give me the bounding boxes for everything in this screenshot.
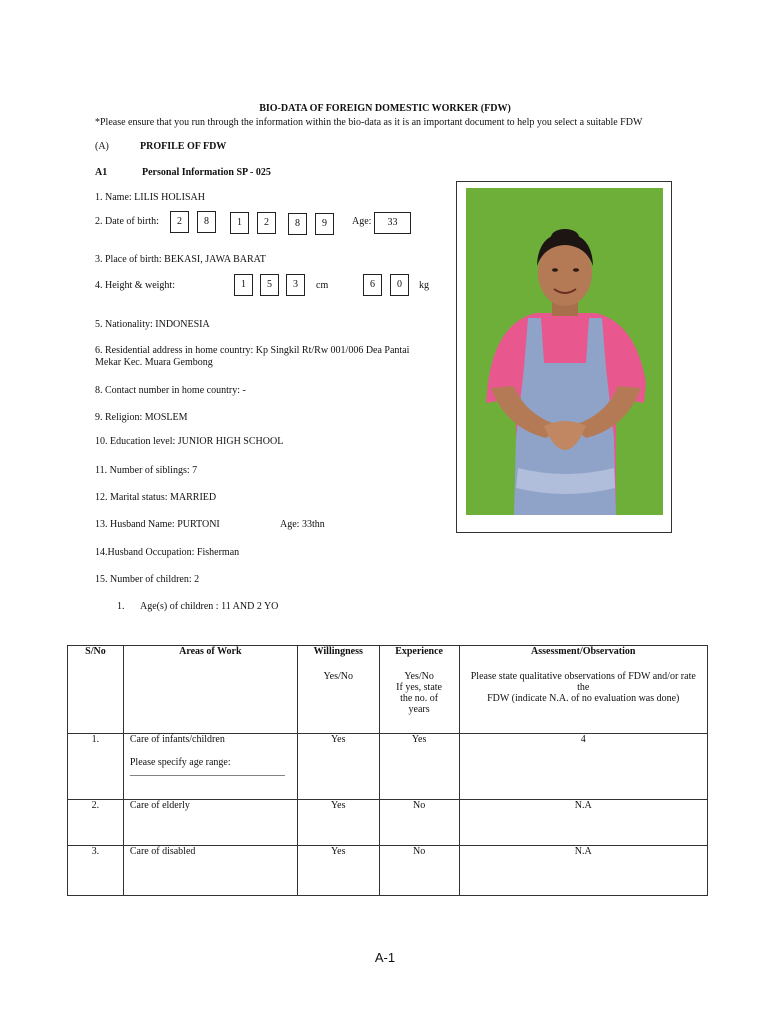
header-experience: Experience Yes/No If yes, state the no. of years bbox=[379, 646, 459, 734]
header-willingness: Willingness Yes/No bbox=[297, 646, 379, 734]
height-digit: 3 bbox=[286, 274, 305, 296]
contact-field: 8. Contact number in home country: - bbox=[95, 385, 246, 396]
address-field: 6. Residential address in home country: Kp Singkil Rt/Rw 001/006 Dea Pantai bbox=[95, 345, 410, 356]
table-row bbox=[68, 734, 708, 800]
worker-photo bbox=[466, 188, 663, 515]
age-range-note: Please specify age range: bbox=[129, 757, 231, 768]
header-sno: S/No bbox=[68, 646, 124, 734]
row-willingness: Yes bbox=[297, 734, 379, 800]
dob-digit: 2 bbox=[257, 212, 276, 234]
dob-digit: 9 bbox=[315, 213, 334, 235]
row-experience: No bbox=[379, 800, 459, 846]
row-area: Care of elderly bbox=[123, 800, 297, 846]
dob-digit: 1 bbox=[230, 212, 249, 234]
name-field: 1. Name: LILIS HOLISAH bbox=[95, 192, 205, 203]
religion-field: 9. Religion: MOSLEM bbox=[95, 412, 188, 423]
section-title: PROFILE OF FDW bbox=[140, 141, 227, 152]
header-assessment: Assessment/Observation Please state qualitative observations of FDW and/or rate the FDW (indicate N.A. of no evaluation was done) bbox=[459, 646, 707, 734]
weight-digit: 6 bbox=[363, 274, 382, 296]
header-areas: Areas of Work bbox=[123, 646, 297, 734]
page-number: A-1 bbox=[374, 950, 396, 965]
row-assessment: N.A bbox=[459, 800, 707, 846]
weight-unit: kg bbox=[419, 280, 429, 291]
siblings-field: 11. Number of siblings: 7 bbox=[95, 465, 198, 476]
dob-label: 2. Date of birth: bbox=[95, 216, 159, 227]
table-row bbox=[68, 800, 708, 846]
age-range-line: _______________________________ bbox=[129, 766, 285, 777]
husband-occupation-field: 14.Husband Occupation: Fisherman bbox=[95, 547, 240, 558]
dob-digit: 8 bbox=[288, 213, 307, 235]
children-ages-field: Age(s) of children : 11 AND 2 YO bbox=[140, 601, 279, 612]
education-field: 10. Education level: JUNIOR HIGH SCHOOL bbox=[95, 436, 284, 447]
row-willingness: Yes bbox=[297, 846, 379, 896]
husband-age-field: Age: 33thn bbox=[280, 519, 325, 530]
address-field-line2: Mekar Kec. Muara Gembong bbox=[95, 357, 213, 368]
row-experience: No bbox=[379, 846, 459, 896]
weight-digit: 0 bbox=[390, 274, 409, 296]
row-assessment: 4 bbox=[459, 734, 707, 800]
height-digit: 1 bbox=[234, 274, 253, 296]
section-label: (A) bbox=[95, 141, 109, 152]
children-ages-number: 1. bbox=[117, 601, 125, 612]
photo-frame bbox=[456, 181, 672, 533]
nationality-field: 5. Nationality: INDONESIA bbox=[95, 319, 210, 330]
place-of-birth-field: 3. Place of birth: BEKASI, JAWA BARAT bbox=[95, 254, 266, 265]
table-header-row bbox=[68, 646, 708, 734]
areas-of-work-table bbox=[67, 645, 708, 896]
row-assessment: N.A bbox=[459, 846, 707, 896]
age-label: Age: bbox=[352, 216, 372, 227]
height-weight-label: 4. Height & weight: bbox=[95, 280, 175, 291]
row-area: Care of disabled bbox=[123, 846, 297, 896]
subsection-title: Personal Information SP - 025 bbox=[142, 167, 271, 178]
table-row bbox=[68, 846, 708, 896]
marital-status-field: 12. Marital status: MARRIED bbox=[95, 492, 217, 503]
dob-digit: 2 bbox=[170, 211, 189, 233]
row-area: Care of infants/children Please specify age range: _______________________________ bbox=[123, 734, 297, 800]
height-unit: cm bbox=[316, 280, 329, 291]
dob-digit: 8 bbox=[197, 211, 216, 233]
husband-name-field: 13. Husband Name: PURTONI bbox=[95, 519, 220, 530]
subsection-label: A1 bbox=[95, 167, 108, 178]
worker-portrait-illustration bbox=[466, 188, 663, 515]
row-sno: 3. bbox=[68, 846, 124, 896]
age-value: 33 bbox=[374, 212, 411, 234]
instruction-text: *Please ensure that you run through the information within the bio-data as it is an important document to help you select a suitable FDW bbox=[95, 117, 643, 128]
document-title: BIO-DATA OF FOREIGN DOMESTIC WORKER (FDW) bbox=[259, 103, 511, 114]
row-willingness: Yes bbox=[297, 800, 379, 846]
children-field: 15. Number of children: 2 bbox=[95, 574, 200, 585]
height-digit: 5 bbox=[260, 274, 279, 296]
row-sno: 1. bbox=[68, 734, 124, 800]
row-sno: 2. bbox=[68, 800, 124, 846]
row-experience: Yes bbox=[379, 734, 459, 800]
